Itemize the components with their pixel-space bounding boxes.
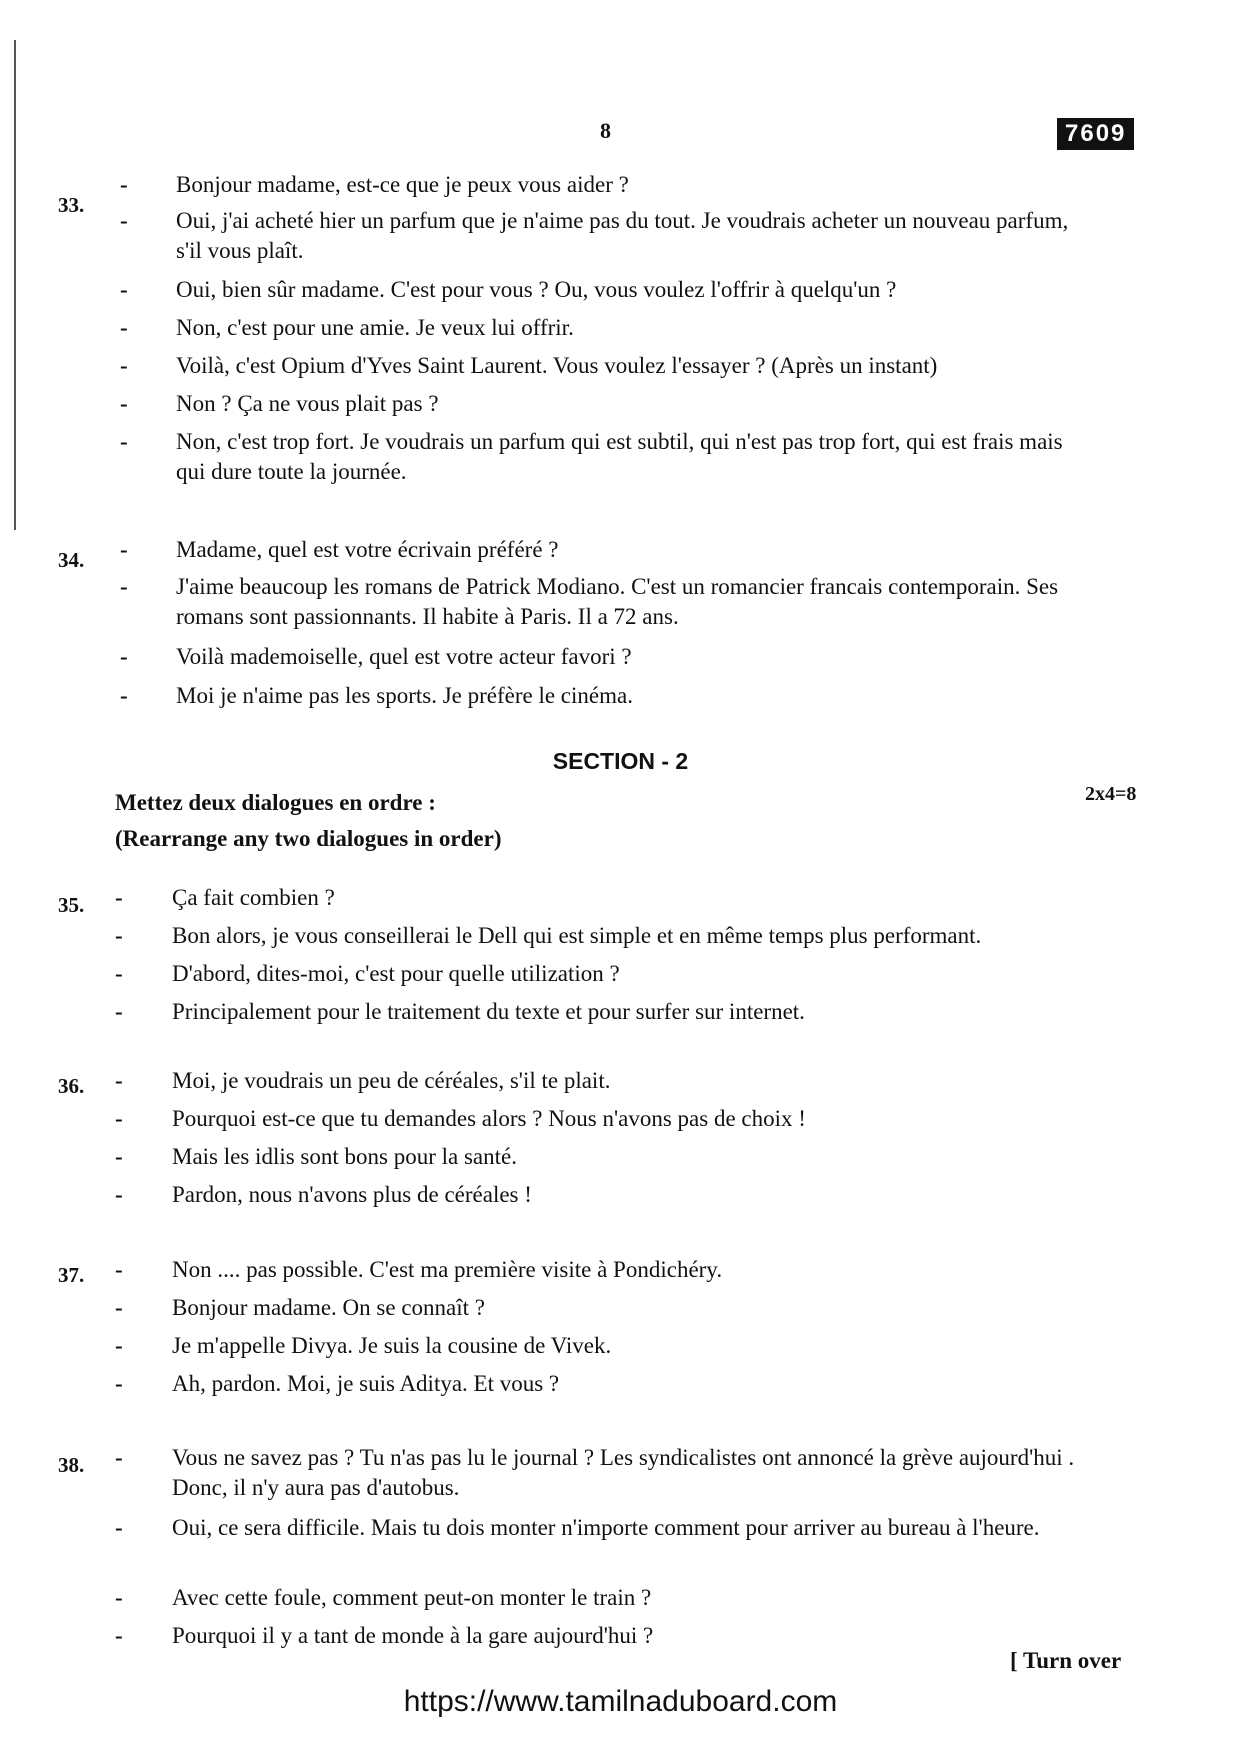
dialogue-line: - Oui, bien sûr madame. C'est pour vous ? Ou, vous voulez l'offrir à quelqu'un ? xyxy=(120,277,897,302)
dialogue-line: - Voilà mademoiselle, quel est votre acteur favori ? xyxy=(120,644,632,669)
dialogue-line: - Bonjour madame. On se connaît ? xyxy=(115,1295,485,1320)
dialogue-line: - Ah, pardon. Moi, je suis Aditya. Et vous ? xyxy=(115,1371,560,1396)
dialogue-line: - Bon alors, je vous conseillerai le Dell qui est simple et en même temps plus performant. xyxy=(115,923,982,948)
question-number: 37. xyxy=(58,1263,85,1287)
dialogue-line: - Pourquoi est-ce que tu demandes alors ? Nous n'avons pas de choix ! xyxy=(115,1106,806,1131)
question-number: 34. xyxy=(58,548,85,572)
question-number: 33. xyxy=(58,193,85,217)
dialogue-line: - Oui, j'ai acheté hier un parfum que je n'aime pas du tout. Je voudrais acheter un nouveau parfum, s'il vous plaît. xyxy=(120,208,1069,263)
dialogue-line: - Non ? Ça ne vous plait pas ? xyxy=(120,391,439,416)
dialogue-line: - Avec cette foule, comment peut-on monter le train ? xyxy=(115,1585,652,1610)
dialogue-line: - Moi, je voudrais un peu de céréales, s'il te plait. xyxy=(115,1068,611,1093)
dialogue-line: - Non, c'est trop fort. Je voudrais un parfum qui est subtil, qui n'est pas trop fort, qui est frais mais qui dure toute la journée. xyxy=(120,429,1063,484)
dialogue-line: - D'abord, dites-moi, c'est pour quelle utilization ? xyxy=(115,961,620,986)
turn-over-note: [ Turn over xyxy=(1010,1648,1122,1673)
question-number: 36. xyxy=(58,1074,85,1098)
dialogue-line: - Oui, ce sera difficile. Mais tu dois monter n'importe comment pour arriver au bureau à l'heure. xyxy=(115,1515,1040,1540)
dialogue-line: - Pardon, nous n'avons plus de céréales ! xyxy=(115,1182,532,1207)
dialogue-line: - Principalement pour le traitement du texte et pour surfer sur internet. xyxy=(115,999,805,1024)
dialogue-line: - Non .... pas possible. C'est ma première visite à Pondichéry. xyxy=(115,1257,723,1282)
dialogue-line: - Non, c'est pour une amie. Je veux lui offrir. xyxy=(120,315,574,340)
dialogue-line: - Vous ne savez pas ? Tu n'as pas lu le journal ? Les syndicalistes ont annoncé la grève aujourd'hui . Donc, il n'y aura pas d'autobus. xyxy=(115,1445,1075,1500)
question-number: 38. xyxy=(58,1453,85,1477)
dialogue-line: - Bonjour madame, est-ce que je peux vous aider ? xyxy=(120,172,629,197)
paper-code-badge: 7609 xyxy=(1057,118,1134,150)
dialogue-line: - J'aime beaucoup les romans de Patrick Modiano. C'est un romancier francais contemporain. Ses romans sont passionnants. Il habite à Paris. Il a 72 ans. xyxy=(120,574,1059,629)
instruction-french: Mettez deux dialogues en ordre : xyxy=(115,790,436,815)
dialogue-line: - Je m'appelle Divya. Je suis la cousine de Vivek. xyxy=(115,1333,612,1358)
dialogue-line: - Madame, quel est votre écrivain préféré ? xyxy=(120,537,559,562)
dialogue-line: - Voilà, c'est Opium d'Yves Saint Laurent. Vous voulez l'essayer ? (Après un instant) xyxy=(120,353,938,378)
dialogue-line: - Pourquoi il y a tant de monde à la gare aujourd'hui ? xyxy=(115,1623,654,1648)
page-number: 8 xyxy=(600,118,611,143)
section-title: SECTION - 2 xyxy=(552,748,689,774)
dialogue-line: - Ça fait combien ? xyxy=(115,885,335,910)
footer-watermark-url: https://www.tamilnaduboard.com xyxy=(403,1685,838,1718)
margin-rule xyxy=(14,40,16,530)
instruction-english: (Rearrange any two dialogues in order) xyxy=(115,826,502,851)
dialogue-line: - Mais les idlis sont bons pour la santé. xyxy=(115,1144,517,1169)
question-number: 35. xyxy=(58,893,85,917)
section-marks: 2x4=8 xyxy=(1085,783,1137,805)
dialogue-line: - Moi je n'aime pas les sports. Je préfère le cinéma. xyxy=(120,683,633,708)
